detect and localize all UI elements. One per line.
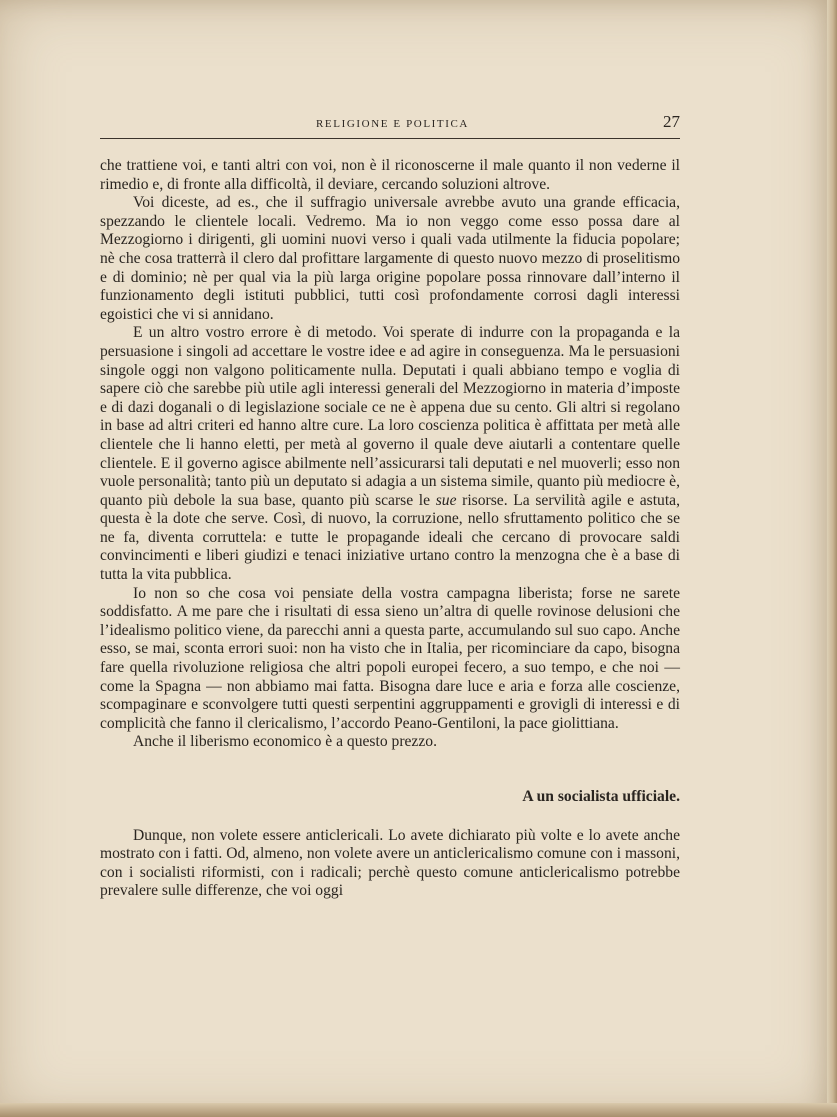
- paragraph: Dunque, non volete essere anticlericali. Lo avete dichiarato più volte e lo avete anche mostrato con i fatti. Od, almeno, non volete avere un anticlericalismo comune con i massoni, con i socialisti riformisti, con i radicali; perchè questo comune anticlericalismo potrebbe prevalere sulle differenze, che voi oggi: [100, 826, 680, 900]
- paragraph-text: risorse. La servilità agile e astuta, questa è la dote che serve. Così, di nuovo, la corruzione, nello sfruttamento politico che se ne fa, diventa corruttela: e tutte le propagande ideali che cercano di provocare saldi convincimenti e liberi giudizi e tenaci iniziative urtano contro la menzogna che è a base di tutta la vita pubblica.: [100, 491, 680, 584]
- paragraph: Anche il liberismo economico è a questo prezzo.: [133, 733, 437, 751]
- paragraph: [100, 324, 680, 584]
- body-text: [100, 157, 680, 901]
- paragraph: Voi diceste, ad es., che il suffragio universale avrebbe avuto una grande efficacia, spezzando le clientele locali. Vedremo. Ma io non veggo come esso possa dare al Mezzogiorno i dirigenti, gli uomini nuovi verso i quali vada utilmente la fiducia popolare; nè che cosa tratterrà il clero dal profittare largamente di questo nuovo mezzo di proselitismo e di dominio; nè per qual via la più larga origine popolare possa rinnovare dall’interno il funzionamento degli istituti pubblici, tutti così profondamente corrosi dagli interessi egoistici che vi si annidano.: [100, 194, 680, 323]
- running-header: [100, 112, 680, 136]
- paragraph-text: E un altro vostro errore è di metodo. Voi sperate di indurre con la propaganda e la persuasione i singoli ad accettare le vostre idee e ad agire in conseguenza. Ma le persuasioni singole oggi non valgono politicamente nulla. Deputati i quali abbiano tempo e voglia di sapere ciò che sarebbe più utile agli interessi generali del Mezzogiorno in materia d’imposte e di dazi doganali o di legislazione sociale ce ne è appena due su cento. Gli altri si regolano in base ad altri criteri ed hanno altre cure. La loro coscienza politica è affittata per metà alle clientele che li hanno eletti, per metà al governo il quale deve aiutarli a contentare quelle clientele. E il governo agisce abilmente nell’assicurarsi tali deputati e nel muoverli; esso non vuole personalità; tanto più un deputato si adagia a un sistema simile, quanto più mediocre è, quanto più debole la sua base, quanto più scarse le: [100, 324, 680, 509]
- section-heading: A un socialista ufficiale.: [522, 788, 680, 805]
- page-number: 27: [663, 112, 680, 131]
- page-edge: [827, 0, 837, 1117]
- paragraph: Io non so che cosa voi pensiate della vostra campagna liberista; forse ne sarete soddisfatto. A me pare che i risultati di essa sieno un’altra di quelle rovinose delusioni che l’idealismo politico viene, da parecchi anni a questa parte, accumulando sul suo capo. Anche esso, se mai, sconta errori suoi: non ha visto che in Italia, per ricominciare da capo, bisogna fare quella rivoluzione religiosa che altri popoli europei fecero, a suo tempo, e che noi — come la Spagna — non abbiamo mai fatta. Bisogna dare luce e aria e forza alle coscienze, scompaginare e sconvolgere tutti questi serpentini aggruppamenti e grovigli di interessi e di complicità che fanno il clericalismo, l’accordo Peano-Gentiloni, la pace giolittiana.: [100, 584, 680, 732]
- italic-word: sue: [435, 491, 457, 509]
- page-bottom-edge: [0, 1103, 837, 1117]
- header-rule: [100, 138, 680, 139]
- paragraph: che trattiene voi, e tanti altri con voi, non è il riconoscerne il male quanto il non vederne il rimedio e, di fronte alla difficoltà, il deviare, cercando soluzioni altrove.: [100, 157, 680, 193]
- running-title: RELIGIONE E POLITICA: [316, 118, 469, 130]
